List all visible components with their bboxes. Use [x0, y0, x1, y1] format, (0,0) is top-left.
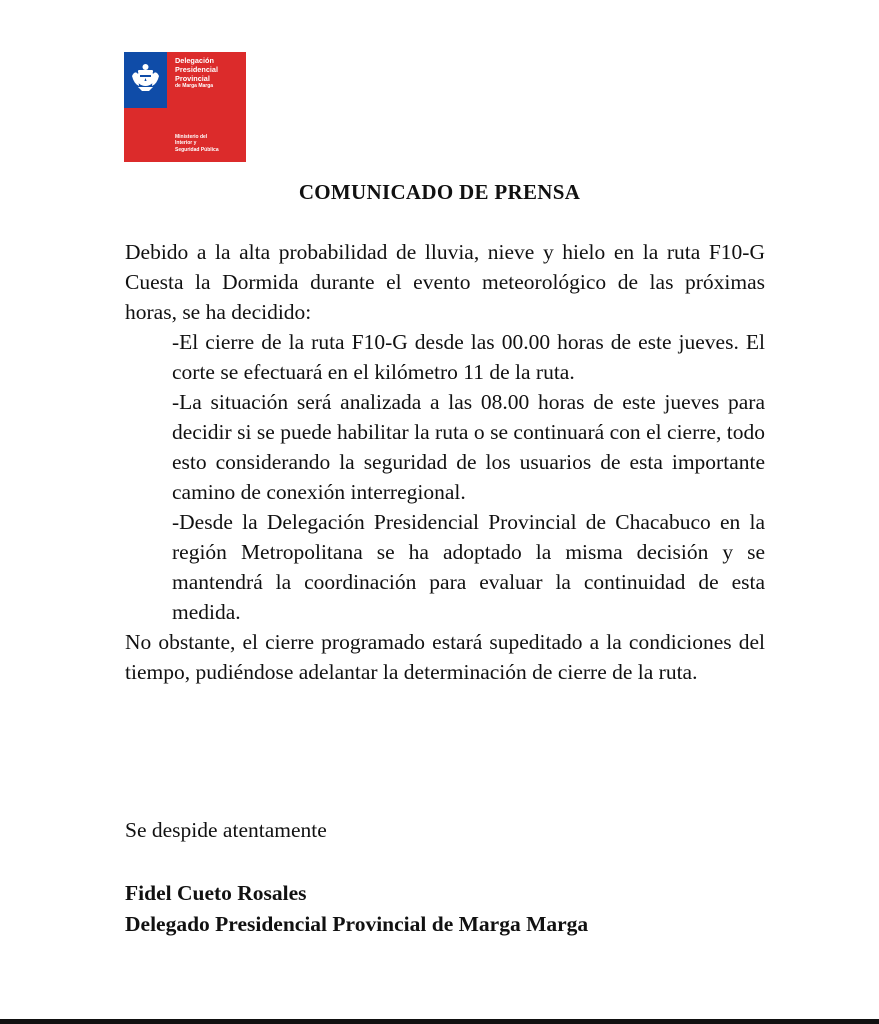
- bottom-divider: [0, 1019, 879, 1024]
- signatory-role: Delegado Presidencial Provincial de Marga Marga: [125, 912, 589, 936]
- document-title: COMUNICADO DE PRENSA: [298, 180, 581, 204]
- item-situation-analysis: -La situación será analizada a las 08.00 horas de este jueves para decidir si se puede habilitar la ruta o se continuará con el cierre, todo esto considerando la seguridad de los usuarios de esta importante camino de conexión interregional.: [172, 390, 765, 504]
- logo-ministry-line-2: Interior y: [175, 140, 197, 147]
- logo-line-4: de Marga Marga: [175, 83, 214, 90]
- intro-paragraph: Debido a la alta probabilidad de lluvia, nieve y hielo en la ruta F10-G Cuesta la Dormida durante el evento meteorológico de las próximas horas, se ha decidido:: [125, 240, 765, 324]
- item-chacabuco-coordination: -Desde la Delegación Presidencial Provincial de Chacabuco en la región Metropolitana se ha adoptado la misma decisión y se mantendrá la coordinación para evaluar la continuidad de esta medida.: [172, 510, 765, 624]
- closing-salutation: Se despide atentamente: [125, 818, 327, 842]
- logo-institution-name: [175, 57, 245, 90]
- signatory-name: Fidel Cueto Rosales: [125, 881, 307, 905]
- logo-line-1: Delegación: [175, 56, 214, 65]
- delegacion-logo: [124, 52, 246, 162]
- item-road-closure: -El cierre de la ruta F10-G desde las 00.00 horas de este jueves. El corte se efectuará en el kilómetro 11 de la ruta.: [172, 330, 765, 384]
- conclusion-paragraph: No obstante, el cierre programado estará supeditado a la condiciones del tiempo, pudiéndose adelantar la determinación de cierre de la ruta.: [125, 630, 765, 684]
- logo-ministry-name: [175, 134, 241, 153]
- coat-of-arms-icon: [129, 56, 162, 104]
- press-release-body: [125, 237, 765, 687]
- logo-line-2: Presidencial: [175, 64, 218, 74]
- logo-ministry-line-1: Ministerio del: [175, 134, 208, 140]
- logo-line-3: Provincial: [175, 73, 210, 83]
- signature-block: [125, 878, 588, 940]
- logo-ministry-line-3: Seguridad Pública: [175, 146, 219, 153]
